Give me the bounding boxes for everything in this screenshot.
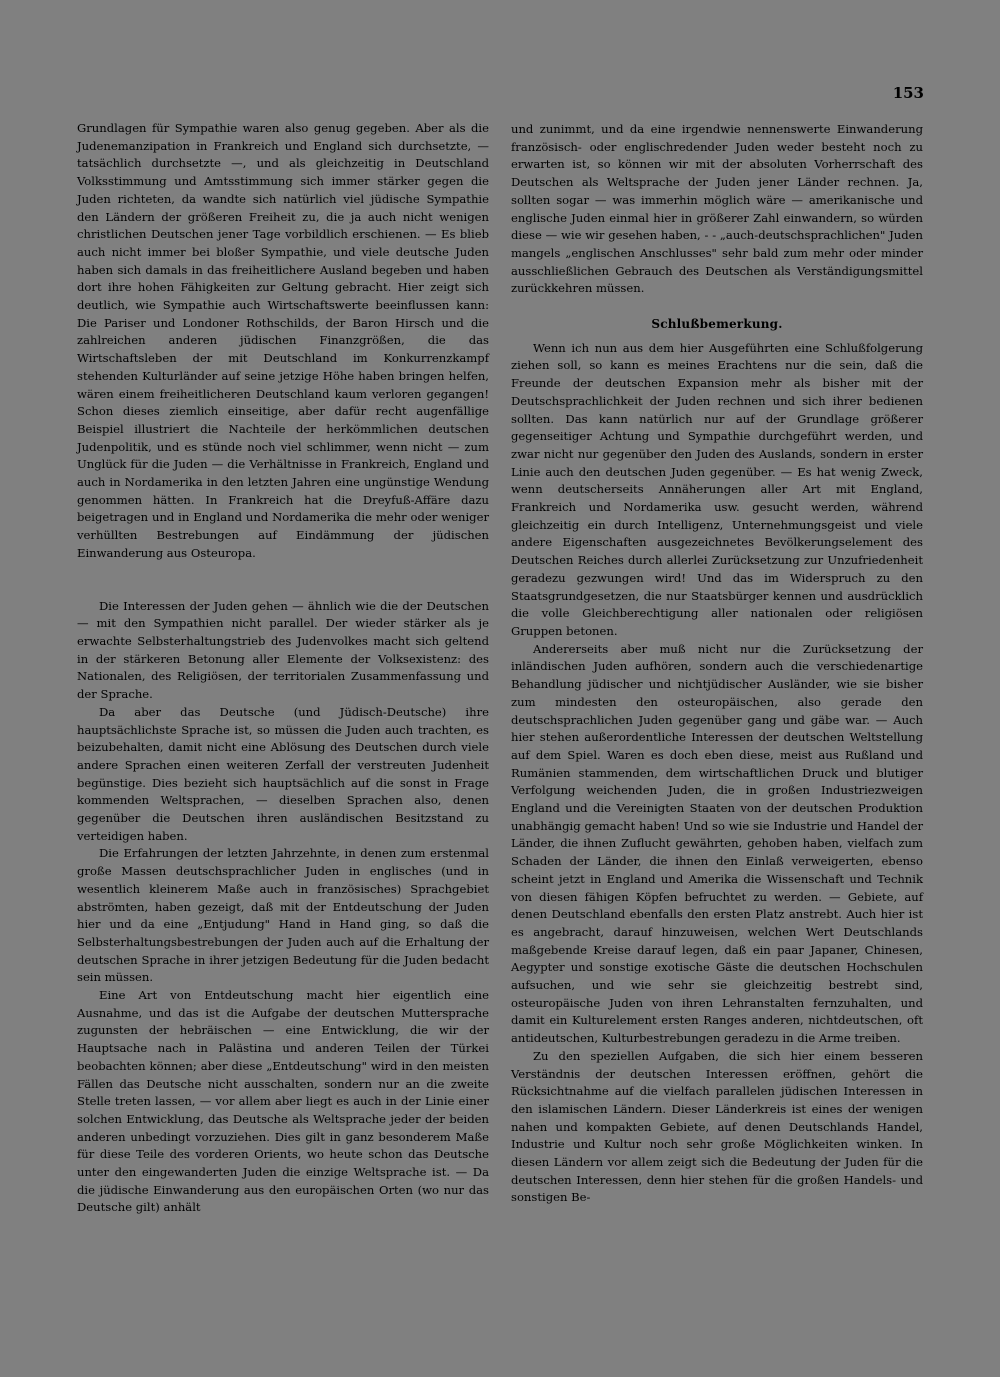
left-column bbox=[77, 120, 489, 1217]
right-paragraph-1: und zunimmt, und da eine irgendwie nennenswerte Einwanderung französisch- oder englischredender Juden weder besteht noch zu erwarten ist, so können wir mit der absoluten Vorherrschaft des Deutschen als Weltsprache der Juden jener Länder rechnen. Ja, sollten sogar — was immerhin möglich wäre — amerikanische und englische Juden einmal hier in größerer Zahl einwandern, so würden diese — wie wir gesehen haben, - - „auch-deutschsprachlichen" Juden mangels „englischen Anschlusses" sehr bald zum mehr oder minder ausschließlichen Gebrauch des Deutschen als Verständigungsmittel zurückkehren müssen. bbox=[511, 122, 923, 296]
left-paragraph-5: Eine Art von Entdeutschung macht hier eigentlich eine Ausnahme, und das ist die Aufgabe der deutschen Muttersprache zugunsten der hebräischen — eine Entwicklung, die wir der Hauptsache nach in Palästina und anderen Teilen der Türkei beobachten können; aber diese „Entdeutschung" wird in den meisten Fällen das Deutsche nicht ausschalten, sondern nur an die zweite Stelle treten lassen, — vor allem aber liegt es auch in der Linie einer solchen Entwicklung, das Deutsche als Weltsprache jeder der beiden anderen unbedingt vorzuziehen. Dies gilt in ganz besonderem Maße für diese Teile des vorderen Orients, wo heute schon das Deutsche unter den eingewanderten Juden die einzige Weltsprache ist. — Da die jüdische Einwanderung aus den europäischen Orten (wo nur das Deutsche gilt) anhält bbox=[77, 988, 489, 1215]
section-separator bbox=[77, 563, 489, 581]
page-number: 153 bbox=[892, 84, 924, 102]
left-paragraph-3: Da aber das Deutsche (und Jüdisch-Deutsche) ihre hauptsächlichste Sprache ist, so müssen die Juden auch trachten, es beizubehalten, damit nicht eine Ablösung des Deutschen durch viele andere Sprachen einen weiteren Zerfall der verstreuten Judenheit begünstige. Dies bezieht sich hauptsächlich auf die sonst in Frage kommenden Weltsprachen, — dieselben Sprachen also, denen gegenüber die Deutschen ihren ausländischen Besitzstand zu verteidigen haben. bbox=[77, 704, 489, 843]
right-paragraph-3: Andererseits aber muß nicht nur die Zurücksetzung der inländischen Juden aufhören, sondern auch die verschiedenartige Behandlung jüdischer und nichtjüdischer Ausländer, wie sie bisher zum mindesten den osteuropäischen, also gerade den deutschsprachlichen Juden gegenüber gang und gäbe war. — Auch hier stehen außerordentliche Interessen der deutschen Weltstellung auf dem Spiel. Waren es doch eben diese, meist aus Rußland und Rumänien stammenden, dem wirtschaftlichen Druck und blutiger Verfolgung weichenden Juden, die in großen Industriezweigen England und die Vereinigten Staaten von der deutschen Produktion unabhängig gemacht haben! Und so wie sie Industrie und Handel der Länder, die ihnen Zuflucht gewährten, gehoben haben, vielfach zum Schaden der Länder, die ihnen den Einlaß verweigerten, ebenso scheint jetzt in England und Amerika die Wissenschaft und Technik von diesen fähigen Köpfen befruchtet zu werden. — Gebiete, auf denen Deutschland ebenfalls den ersten Platz anstrebt. Auch hier ist es angebracht, darauf hinzuweisen, welchen Wert Deutschlands maßgebende Kreise darauf legen, daß ein paar Japaner, Chinesen, Aegypter und sonstige exotische Gäste die deutschen Hochschulen aufsuchen, und wie sehr sie gleichzeitig bestrebt sind, osteuropäische Juden von ihren Lehranstalten fernzuhalten, und damit ein Kulturelement ersten Ranges anderen, nichtdeutschen, oft antideutschen, Kulturbestrebungen geradezu in die Arme treiben. bbox=[511, 641, 923, 1046]
right-column bbox=[511, 121, 923, 1207]
left-paragraph-1: Grundlagen für Sympathie waren also genug gegeben. Aber als die Judenemanzipation in Frankreich und England sich durchsetzte, — tatsächlich durchsetzte —, und als gleichzeitig in Deutschland Volksstimmung und Amtsstimmung sich immer stärker gegen die Juden richteten, da wandte sich natürlich viel jüdische Sympathie den Ländern der größeren Freiheit zu, die ja auch nicht wenigen christlichen Deutschen jener Tage vorbildlich erschienen. — Es blieb auch nicht immer bei bloßer Sympathie, und viele deutsche Juden haben sich damals in das freiheitlichere Ausland begeben und haben dort ihre hohen Fähigkeiten zur Geltung gebracht. Hier zeigt sich deutlich, wie Sympathie auch Wirtschaftswerte beeinflussen kann: Die Pariser und Londoner Rothschilds, der Baron Hirsch und die zahlreichen anderen jüdischen Finanzgrößen, die das Wirtschaftsleben der mit Deutschland im Konkurrenzkampf stehenden Kulturländer auf seine jetzige Höhe haben bringen helfen, wären einem freiheitlicheren Deutschland kaum verloren gegangen! Schon dieses ziemlich einseitige, aber dafür recht augenfällige Beispiel illustriert die Nachteile der herkömmlichen deutschen Judenpolitik, und es stünde noch viel schlimmer, wenn nicht — zum Unglück für die Juden — die Verhältnisse in Frankreich, England und auch in Nordamerika in den letzten Jahren eine ungünstige Wendung genommen hätten. In Frankreich hat die Dreyfuß-Affäre dazu beigetragen und in England und Nordamerika die mehr oder weniger verhüllten Bestrebungen auf Eindämmung der jüdischen Einwanderung aus Osteuropa. bbox=[77, 121, 489, 560]
right-paragraph-4: Zu den speziellen Aufgaben, die sich hier einem besseren Verständnis der deutschen Interessen eröffnen, gehört die Rücksichtnahme auf die vielfach parallelen jüdischen Interessen in den islamischen Ländern. Dieser Länderkreis ist eines der wenigen nahen und kompakten Gebiete, auf denen Deutschlands Handel, Industrie und Kultur noch sehr große Möglichkeiten winken. In diesen Ländern vor allem zeigt sich die Bedeutung der Juden für die deutschen Interessen, denn hier stehen für die großen Handels- und sonstigen Be- bbox=[511, 1048, 923, 1205]
section-heading: Schlußbemerkung. bbox=[651, 317, 783, 332]
right-paragraph-2: Wenn ich nun aus dem hier Ausgeführten eine Schlußfolgerung ziehen soll, so kann es meines Erachtens nur die sein, daß die Freunde der deutschen Expansion mehr als bisher mit der Deutschsprachlichkeit der Juden rechnen und sich ihrer bedienen sollten. Das kann natürlich nur auf der Grundlage größerer gegenseitiger Achtung und Sympathie durchgeführt werden, und zwar nicht nur gegenüber den Juden des Auslands, sondern in erster Linie auch den deutschen Juden gegenüber. — Es hat wenig Zweck, wenn deutscherseits Annäherungen aller Art mit England, Frankreich und Nordamerika usw. gesucht werden, während gleichzeitig ein durch Intelligenz, Unternehmungsgeist und viele andere Eigenschaften ausgezeichnetes Bevölkerungselement des Deutschen Reiches durch allerlei Zurücksetzung zur Unzufriedenheit geradezu gezwungen wird! Und das im Widerspruch zu den Staatsgrundgesetzen, die nur Staatsbürger kennen und ausdrücklich die volle Gleichberechtigung aller nationalen oder religiösen Gruppen betonen. bbox=[511, 340, 923, 638]
left-paragraph-2: Die Interessen der Juden gehen — ähnlich wie die der Deutschen — mit den Sympathien nicht parallel. Der wieder stärker als je erwachte Selbsterhaltungstrieb des Judenvolkes macht sich geltend in der stärkeren Betonung aller Elemente der Volksexistenz: des Nationalen, des Religiösen, der territorialen Zusammenfassung und der Sprache. bbox=[77, 598, 489, 702]
left-paragraph-4: Die Erfahrungen der letzten Jahrzehnte, in denen zum erstenmal große Massen deutschsprachlicher Juden in englisches (und in wesentlich kleinerem Maße auch in französisches) Sprachgebiet abströmten, haben gezeigt, daß mit der Entdeutschung der Juden hier und da eine „Entjudung" Hand in Hand ging, so daß die Selbsterhaltungsbestrebungen der Juden auch auf die Erhaltung der deutschen Sprache in ihrer jetzigen Bedeutung für die Juden bedacht sein müssen. bbox=[77, 846, 489, 985]
